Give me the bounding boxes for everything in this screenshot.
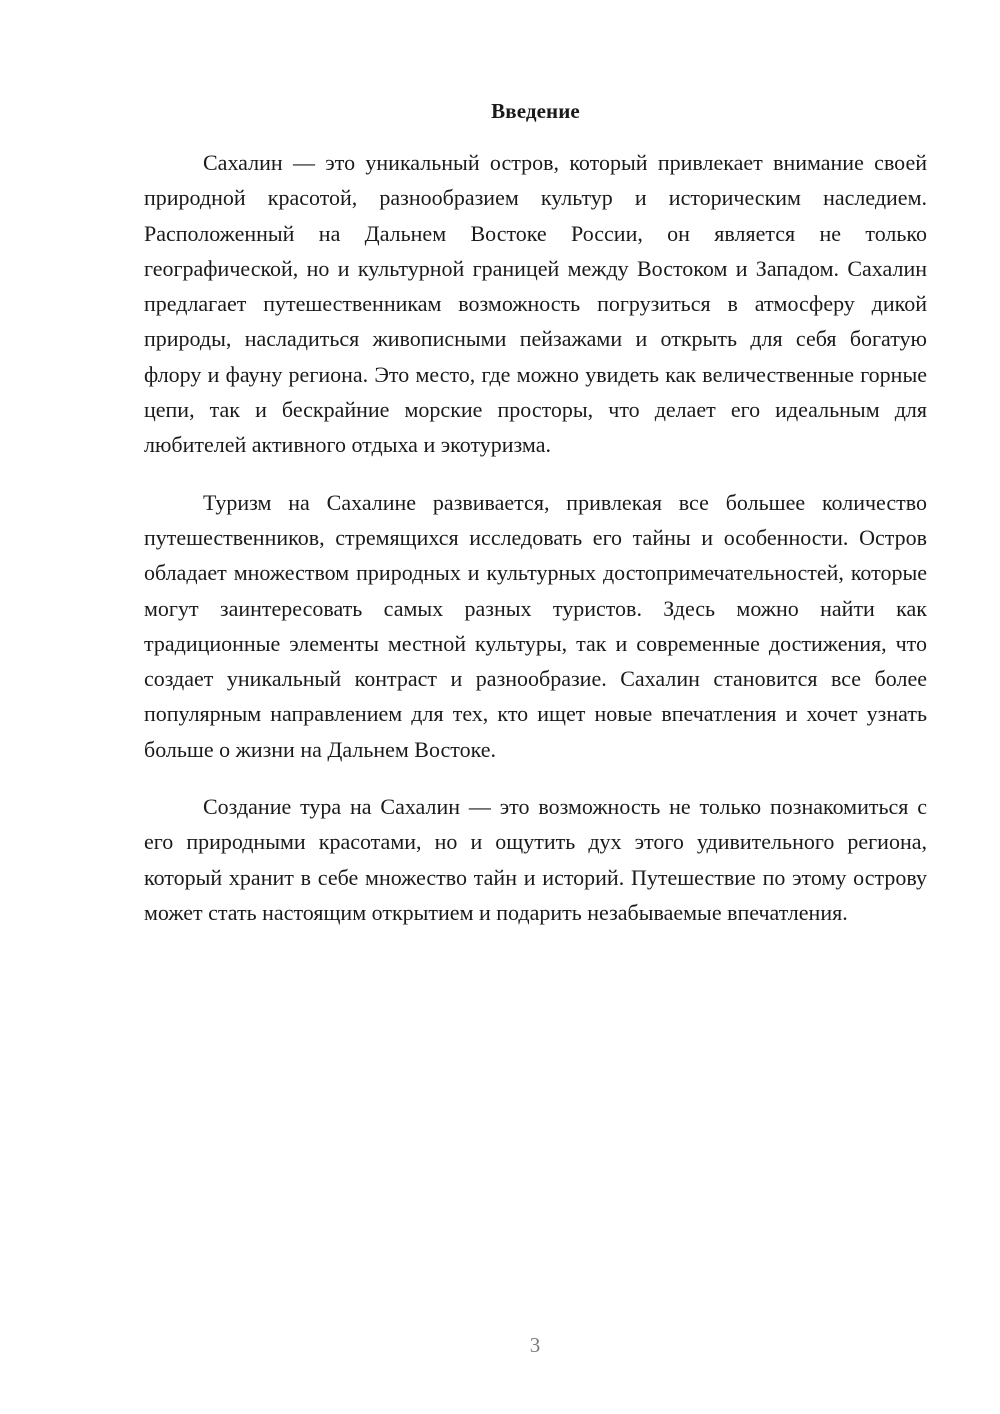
paragraph-tourism: Туризм на Сахалине развивается, привлекая все большее количество путешественников, стремящихся исследовать его тайны и особенности. Остров обладает множеством природных и культурных достопримечательностей, которые могут заинтересовать самых разных туристов. Здесь можно найти как традиционные элементы местной культуры, так и современные достижения, что создает уникальный контраст и разнообразие. Сахалин становится все более популярным направлением для тех, кто ищет новые впечатления и хочет узнать больше о жизни на Дальнем Востоке.: [144, 489, 927, 762]
section-heading: Введение: [491, 99, 580, 123]
page-number: 3: [529, 1333, 541, 1357]
paragraph-intro: Сахалин — это уникальный остров, который привлекает внимание своей природной красотой, разнообразием культур и историческим наследием. Расположенный на Дальнем Востоке России, он является не только географической, но и культурной границей между Востоком и Западом. Сахалин предлагает путешественникам возможность погрузиться в атмосферу дикой природы, насладиться живописными пейзажами и открыть для себя богатую флору и фауну региона. Это место, где можно увидеть как величественные горные цепи, так и бескрайние морские просторы, что делает его идеальным для любителей активного отдыха и экотуризма.: [144, 150, 927, 458]
paragraph-tour-creation: Создание тура на Сахалин — это возможность не только познакомиться с его природными красотами, но и ощутить дух этого удивительного региона, который хранит в себе множество тайн и историй. Путешествие по этому острову может стать настоящим открытием и подарить незабываемые впечатления.: [144, 794, 927, 925]
page-content: [144, 95, 927, 952]
